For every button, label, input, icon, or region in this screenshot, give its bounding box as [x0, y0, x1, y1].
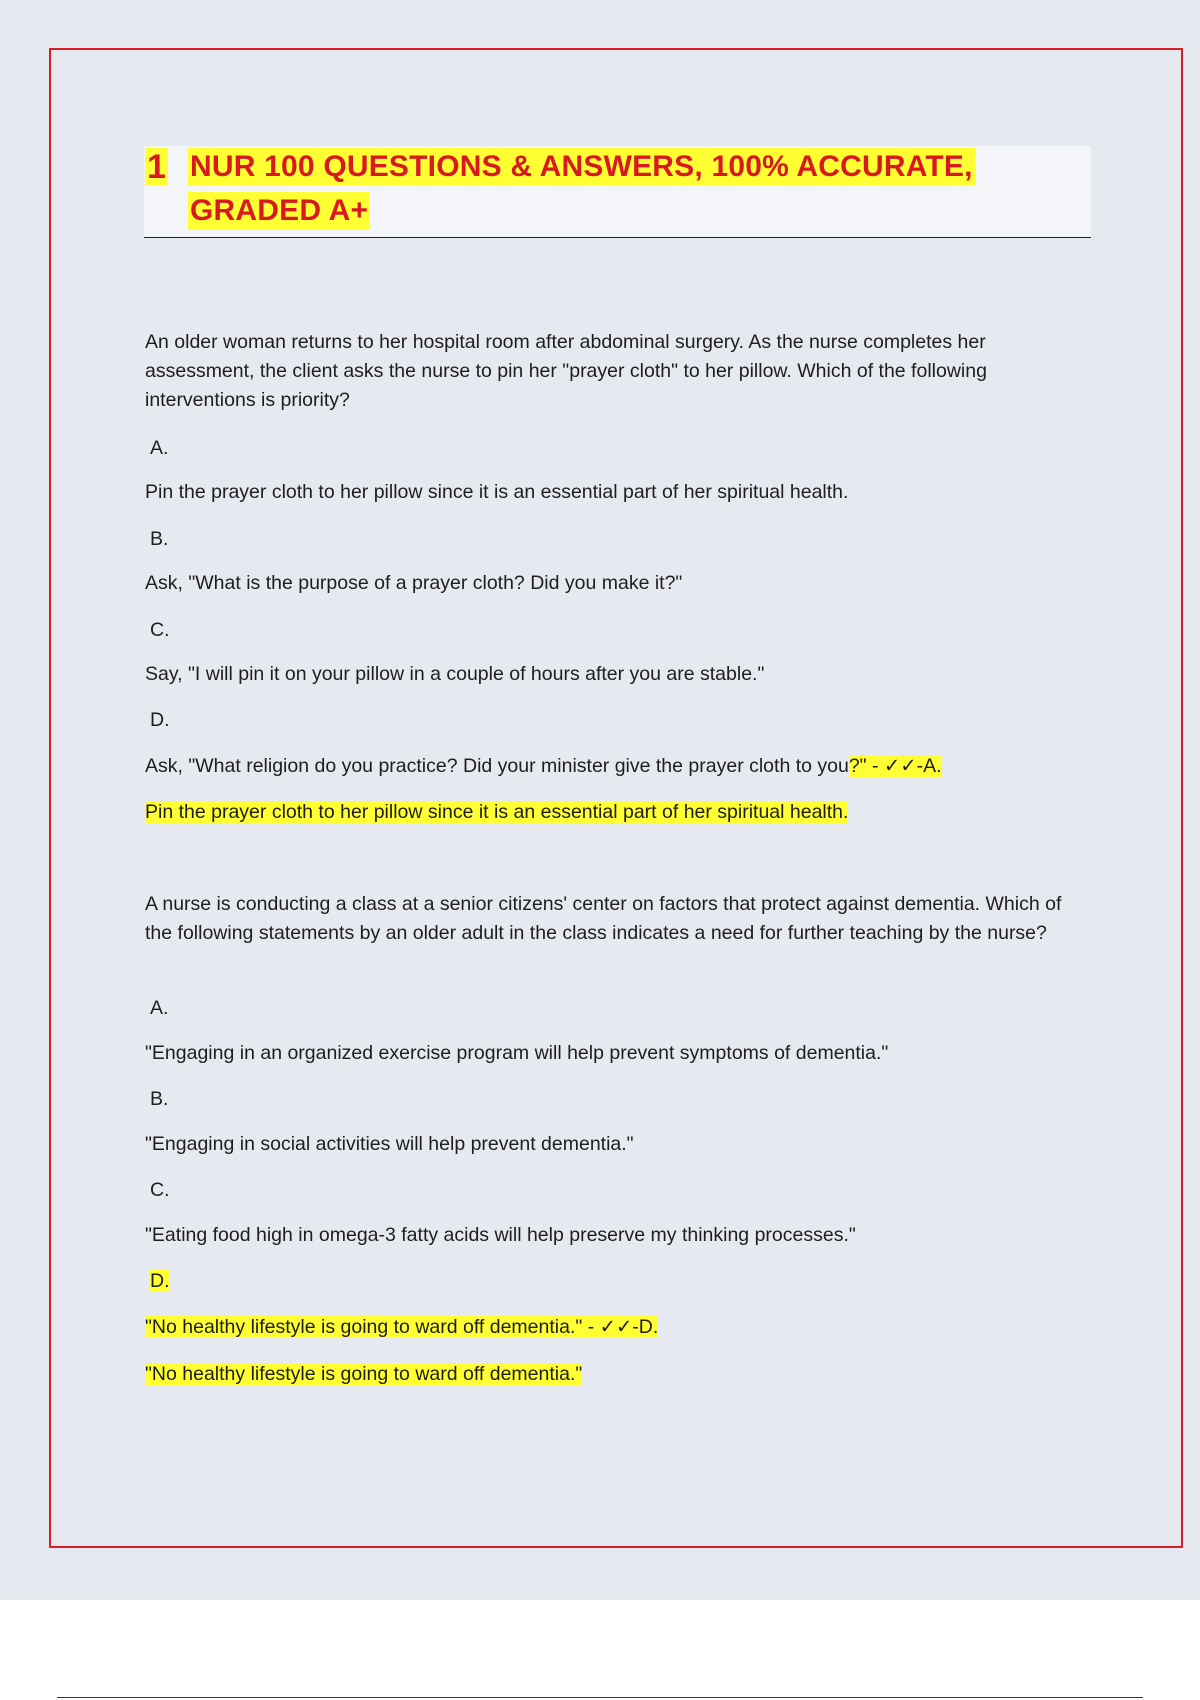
- question-2-option-d-letter: D.: [150, 1270, 170, 1292]
- question-2-answer-text: "No healthy lifestyle is going to ward off dementia.": [145, 1363, 583, 1385]
- question-1-option-d-letter: D.: [150, 709, 170, 731]
- question-1-option-d-text: Ask, "What religion do you practice? Did your minister give the prayer cloth to you: [145, 755, 849, 777]
- document-title-line-2: GRADED A+: [188, 192, 370, 230]
- question-1-option-a-text: Pin the prayer cloth to her pillow since it is an essential part of her spiritual health.: [145, 481, 849, 503]
- heading-number: 1: [147, 148, 166, 186]
- question-2-option-d-letter-line: [150, 1267, 170, 1295]
- question-1-stem: An older woman returns to her hospital room after abdominal surgery. As the nurse completes her assessment, the client asks the nurse to pin her "prayer cloth" to her pillow. Which of the following interventions is priority?: [145, 331, 987, 411]
- question-1-answer-line: [145, 798, 848, 826]
- question-2-option-d-line: [145, 1313, 658, 1341]
- question-2-option-a-letter: A.: [150, 997, 169, 1019]
- question-1-option-b-text: Ask, "What is the purpose of a prayer cloth? Did you make it?": [145, 572, 683, 594]
- question-2-option-d-text: "No healthy lifestyle is going to ward off dementia." - ✓✓-D.: [145, 1316, 659, 1338]
- document-title-line-1: NUR 100 QUESTIONS & ANSWERS, 100% ACCURATE,: [188, 148, 975, 186]
- question-1-answer-text: Pin the prayer cloth to her pillow since it is an essential part of her spiritual health.: [145, 801, 849, 823]
- question-1-option-c-text: Say, "I will pin it on your pillow in a couple of hours after you are stable.": [145, 663, 765, 685]
- question-1-option-a-letter: A.: [150, 437, 169, 459]
- question-1-option-c-letter: C.: [150, 619, 170, 641]
- question-1-option-d-line: [145, 752, 942, 780]
- question-2-option-c-letter: C.: [150, 1179, 170, 1201]
- question-2-option-b-text: "Engaging in social activities will help prevent dementia.": [145, 1133, 634, 1155]
- question-2-stem: A nurse is conducting a class at a senior citizens' center on factors that protect against dementia. Which of the following statements by an older adult in the class indicates a need for further teaching by the nurse?: [145, 893, 1062, 944]
- question-2-option-c-text: "Eating food high in omega-3 fatty acids will help preserve my thinking processes.": [145, 1224, 856, 1246]
- question-2-option-b-letter: B.: [150, 1088, 169, 1110]
- question-1-answer-marker: ?" - ✓✓-A.: [848, 755, 942, 777]
- question-2-answer-line: [145, 1360, 582, 1388]
- footer-rule: [57, 1697, 1143, 1698]
- question-2-option-a-text: "Engaging in an organized exercise program will help prevent symptoms of dementia.": [145, 1042, 889, 1064]
- question-1-option-b-letter: B.: [150, 528, 169, 550]
